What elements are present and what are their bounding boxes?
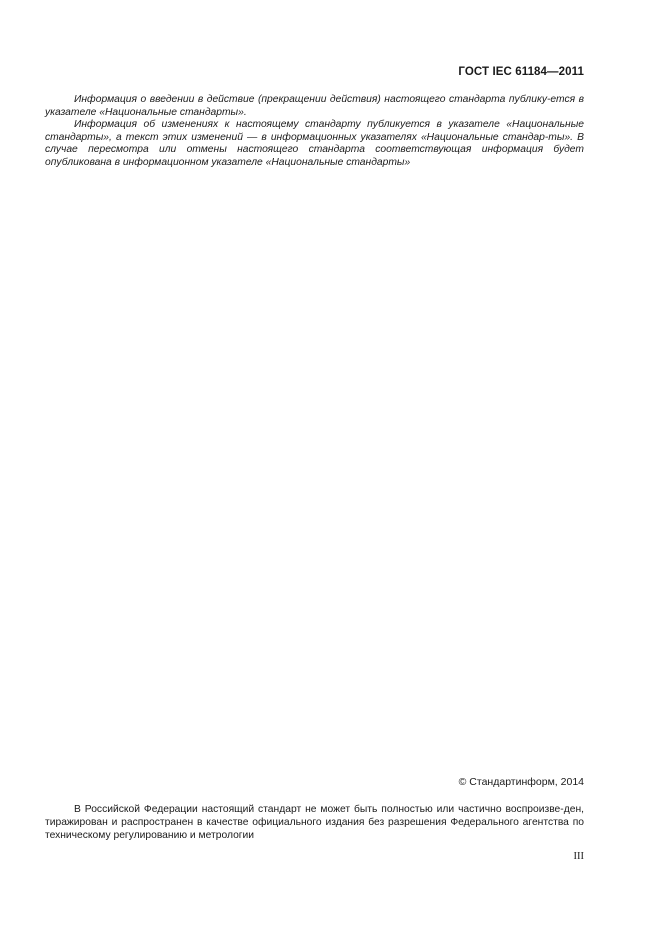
notice-paragraph-effective: Информация о введении в действие (прекращении действия) настоящего стандарта публику-ется в указателе «Национальные стандарты». [45,94,584,118]
reproduction-notice [45,803,584,843]
document-number-header: ГОСТ IEC 61184—2011 [458,66,584,78]
reproduction-notice-text: В Российской Федерации настоящий стандарт не может быть полностью или частично воспроизве-ден, тиражирован и распространен в качестве официального издания без разрешения Федерального агентства по техническому регулированию и метрологии [45,804,584,842]
copyright-line: © Стандартинформ, 2014 [458,776,584,788]
notice-paragraph-changes: Информация об изменениях к настоящему стандарту публикуется в указателе «Национальные стандарты», а текст этих изменений — в информационных указателях «Национальные стандар-ты». В случае пересмотра или отмены настоящего стандарта соответствующая информация будет опубликована в информационном указателе «Национальные стандарты» [45,119,584,168]
publication-notice [45,94,584,170]
page-number: III [573,851,584,862]
